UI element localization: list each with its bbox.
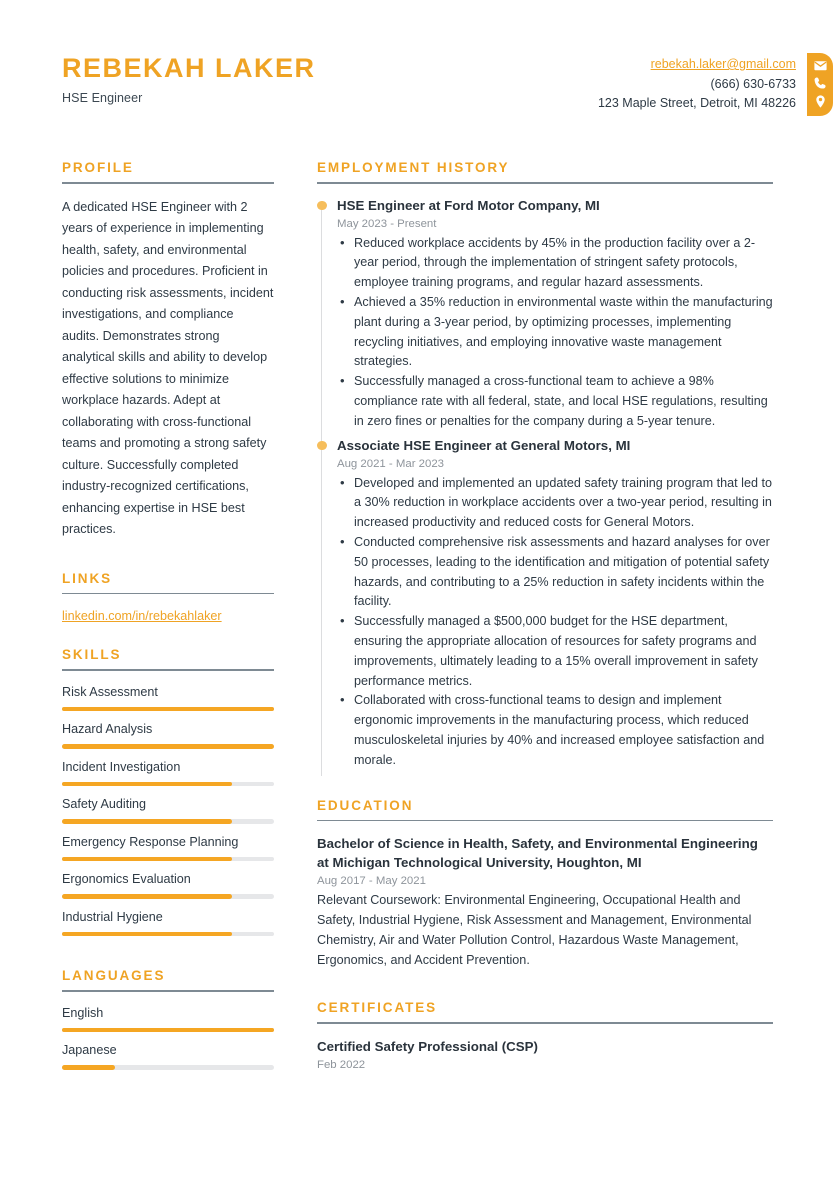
spacer bbox=[317, 978, 773, 1000]
employment-bullet: • Conducted comprehensive risk assessments and hazard analyses for over 50 processes, leading to the identification and mitigation of potential safety hazards, and contributing to a 25% reduction in safety incidents within the facility. bbox=[337, 533, 773, 612]
employment-entry bbox=[337, 437, 773, 776]
skill-label: Incident Investigation bbox=[62, 759, 181, 774]
employment-entry bbox=[337, 197, 773, 437]
skill-level-bar bbox=[62, 819, 274, 824]
sidebar-column bbox=[62, 160, 274, 1080]
candidate-name: REBEKAH LAKER bbox=[62, 53, 316, 83]
section-divider bbox=[317, 820, 773, 822]
skill-level-bar bbox=[62, 744, 274, 749]
location-pin-icon bbox=[813, 94, 828, 109]
spacer bbox=[62, 625, 274, 647]
language-level-bar bbox=[62, 1065, 274, 1070]
contact-lines bbox=[598, 52, 807, 114]
skill-level-fill bbox=[62, 894, 232, 899]
section-title-links: LINKS bbox=[62, 570, 112, 586]
language-item bbox=[62, 1042, 274, 1070]
contact-block bbox=[598, 52, 833, 116]
contact-email[interactable]: rebekah.laker@gmail.com bbox=[650, 57, 796, 71]
certificate-entry-title: Certified Safety Professional (CSP) bbox=[317, 1038, 538, 1054]
section-divider bbox=[317, 1022, 773, 1024]
skill-label: Safety Auditing bbox=[62, 797, 147, 812]
language-level-bar bbox=[62, 1028, 274, 1033]
skill-item bbox=[62, 909, 274, 937]
section-links bbox=[62, 571, 274, 626]
employment-bullet: • Collaborated with cross-functional teams to design and implement ergonomic improvements in the manufacturing process, which reduced musculoskeletal injuries by 40% and increased employee satisfaction and morale. bbox=[337, 691, 773, 770]
candidate-job-title: HSE Engineer bbox=[62, 90, 143, 105]
skill-level-fill bbox=[62, 707, 274, 712]
section-divider bbox=[317, 182, 773, 184]
education-entry-date: Aug 2017 - May 2021 bbox=[317, 875, 426, 888]
contact-icon-strip bbox=[807, 53, 833, 116]
education-entry-title: Bachelor of Science in Health, Safety, and Environmental Engineering at Michigan Technological University, Houghton, MI bbox=[317, 836, 758, 871]
contact-phone: (666) 630-6733 bbox=[710, 76, 796, 91]
skill-level-fill bbox=[62, 857, 232, 862]
timeline-dot-icon bbox=[317, 441, 327, 451]
skills-list bbox=[62, 684, 274, 937]
phone-icon bbox=[813, 76, 828, 91]
spacer bbox=[317, 776, 773, 798]
skill-level-bar bbox=[62, 857, 274, 862]
timeline-dot-icon bbox=[317, 201, 327, 211]
resume-header bbox=[0, 0, 833, 116]
spacer bbox=[62, 946, 274, 968]
section-certificates bbox=[317, 1000, 773, 1071]
skill-label: Hazard Analysis bbox=[62, 722, 153, 737]
section-divider bbox=[62, 990, 274, 992]
section-employment-history bbox=[317, 160, 773, 776]
language-level-fill bbox=[62, 1028, 274, 1033]
resume-body bbox=[0, 116, 833, 1080]
section-profile bbox=[62, 160, 274, 541]
identity-block bbox=[62, 52, 316, 105]
education-list bbox=[317, 834, 773, 970]
skill-level-bar bbox=[62, 932, 274, 937]
employment-bullet: • Successfully managed a cross-functional team to achieve a 98% compliance rate with all federal, state, and local HSE regulations, resulting in zero fines or penalties for the company during a 5-year tenure. bbox=[337, 372, 773, 431]
skill-item bbox=[62, 684, 274, 712]
skill-level-bar bbox=[62, 894, 274, 899]
skill-level-fill bbox=[62, 782, 232, 787]
spacer bbox=[62, 541, 274, 571]
section-languages bbox=[62, 968, 274, 1070]
envelope-icon bbox=[813, 58, 828, 73]
employment-bullet: • Successfully managed a $500,000 budget for the HSE department, ensuring the appropriate allocation of resources for safety programs and improvements, ultimately leading to a 15% overall improvement in safety performance metrics. bbox=[337, 612, 773, 691]
skill-level-bar bbox=[62, 707, 274, 712]
section-title-languages: LANGUAGES bbox=[62, 968, 166, 984]
section-education bbox=[317, 798, 773, 971]
main-column bbox=[317, 160, 773, 1080]
certificate-entry-date: Feb 2022 bbox=[317, 1058, 366, 1071]
skill-level-fill bbox=[62, 744, 274, 749]
employment-entry-title: Associate HSE Engineer at General Motors, MI bbox=[337, 437, 631, 453]
education-entry bbox=[317, 834, 773, 970]
skill-item bbox=[62, 796, 274, 824]
skill-label: Ergonomics Evaluation bbox=[62, 872, 191, 887]
languages-list bbox=[62, 1005, 274, 1070]
language-item bbox=[62, 1005, 274, 1033]
section-title-skills: SKILLS bbox=[62, 647, 122, 663]
certificates-list bbox=[317, 1037, 773, 1071]
skill-label: Industrial Hygiene bbox=[62, 909, 163, 924]
employment-bullet: • Achieved a 35% reduction in environmental waste within the manufacturing plant during a 3-year period, by optimizing processes, implementing recycling initiatives, and employing innovative waste management strategies. bbox=[337, 293, 773, 372]
language-label: Japanese bbox=[62, 1043, 117, 1058]
employment-entry-date: Aug 2021 - Mar 2023 bbox=[337, 457, 445, 470]
skill-item bbox=[62, 721, 274, 749]
skill-label: Risk Assessment bbox=[62, 684, 158, 699]
section-divider bbox=[62, 669, 274, 671]
skill-level-fill bbox=[62, 819, 232, 824]
section-divider bbox=[62, 593, 274, 595]
skill-label: Emergency Response Planning bbox=[62, 834, 239, 849]
section-divider bbox=[62, 182, 274, 184]
skill-level-fill bbox=[62, 932, 232, 937]
skill-item bbox=[62, 759, 274, 787]
skill-item bbox=[62, 871, 274, 899]
employment-bullet-list bbox=[337, 234, 773, 432]
language-label: English bbox=[62, 1005, 104, 1020]
employment-timeline bbox=[317, 197, 773, 776]
contact-address: 123 Maple Street, Detroit, MI 48226 bbox=[597, 96, 796, 110]
employment-entry-title: HSE Engineer at Ford Motor Company, MI bbox=[337, 197, 600, 213]
employment-entry-date: May 2023 - Present bbox=[337, 217, 437, 230]
certificate-entry bbox=[317, 1037, 773, 1071]
skill-level-bar bbox=[62, 782, 274, 787]
employment-bullet-list bbox=[337, 474, 773, 771]
skill-item bbox=[62, 834, 274, 862]
employment-bullet: • Developed and implemented an updated safety training program that led to a 30% reduction in workplace accidents over a two-year period, resulting in increased productivity and reduced costs for General Motors. bbox=[337, 474, 773, 533]
section-skills bbox=[62, 647, 274, 936]
language-level-fill bbox=[62, 1065, 115, 1070]
profile-summary-text: A dedicated HSE Engineer with 2 years of experience in implementing health, safety, and environmental policies and procedures. Proficient in conducting risk assessments, incident investigations, and compliance audits. Demonstrates strong analytical skills and ability to develop effective solutions to minimize workplace hazards. Adept at collaborating with cross-functional teams and promoting a strong safety culture. Successfully completed industry-recognized certifications, enhancing expertise in HSE best practices. bbox=[62, 199, 274, 537]
section-title-education: EDUCATION bbox=[317, 797, 414, 813]
education-entry-description: Relevant Coursework: Environmental Engineering, Occupational Health and Safety, Industrial Hygiene, Risk Assessment and Management, Environmental Chemistry, Air and Water Pollution Control, Hazardous Waste Management, Ergonomics, and Accident Prevention. bbox=[317, 893, 752, 967]
employment-bullet: • Reduced workplace accidents by 45% in the production facility over a 2-year period, through the implementation of stringent safety protocols, employee training programs, and regular hazard assessments. bbox=[337, 234, 773, 293]
link-item-linkedin[interactable]: linkedin.com/in/rebekahlaker bbox=[62, 609, 222, 624]
section-title-certificates: CERTIFICATES bbox=[317, 1000, 438, 1016]
section-title-employment: EMPLOYMENT HISTORY bbox=[317, 160, 510, 175]
section-title-profile: PROFILE bbox=[62, 160, 134, 175]
